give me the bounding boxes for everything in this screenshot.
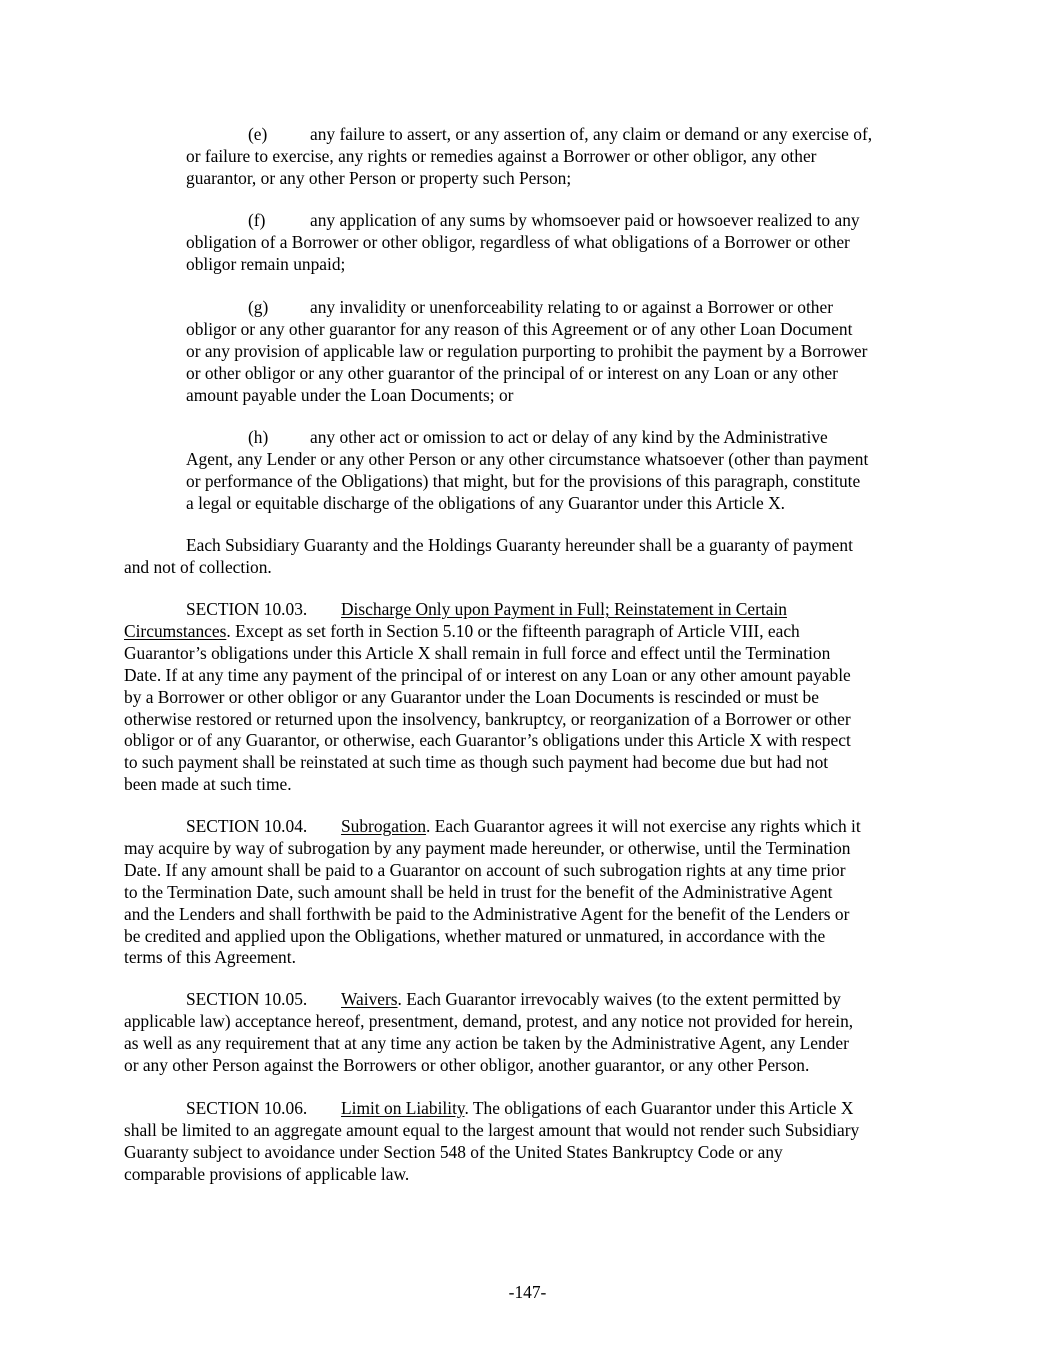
clause-e <box>186 124 872 190</box>
section-text: Date. If any amount shall be paid to a Guarantor on account of such subrogation rights at any time prior <box>124 859 846 880</box>
section-text: otherwise restored or returned upon the insolvency, bankruptcy, or reorganization of a Borrower or other <box>124 708 851 729</box>
section-title: Circumstances <box>124 620 227 641</box>
paragraph-text: and not of collection. <box>124 556 272 577</box>
clause-text: amount payable under the Loan Documents; or <box>186 384 514 405</box>
page-number: -147- <box>508 1282 547 1302</box>
clause-text: or other obligor or any other guarantor of the principal of or interest on any Loan or any other <box>186 362 838 383</box>
section-text: applicable law) acceptance hereof, presentment, demand, protest, and any notice not provided for herein, <box>124 1010 854 1031</box>
section-text: Guaranty subject to avoidance under Section 548 of the United States Bankruptcy Code or any <box>124 1141 783 1162</box>
section-text: . The obligations of each Guarantor under this Article X <box>464 1098 854 1118</box>
section-10-03 <box>124 599 851 796</box>
clause-text: Agent, any Lender or any other Person or any other circumstance whatsoever (other than payment <box>186 448 869 469</box>
section-text: terms of this Agreement. <box>124 947 296 968</box>
clause-text: obligor remain unpaid; <box>186 253 346 274</box>
section-10-04 <box>124 816 861 969</box>
section-10-05 <box>124 989 853 1077</box>
clause-g <box>186 297 867 407</box>
clause-h <box>186 427 868 515</box>
section-text: . Each Guarantor irrevocably waives (to the extent permitted by <box>397 989 841 1009</box>
section-title: Limit on Liability <box>341 1098 465 1118</box>
clause-label: (g) <box>248 297 269 317</box>
clause-text: or performance of the Obligations) that might, but for the provisions of this paragraph, constitute <box>186 470 861 491</box>
section-text: as well as any requirement that at any time any action be taken by the Administrative Agent, any Lender <box>124 1032 849 1053</box>
clause-label: (f) <box>248 210 266 230</box>
clause-text: obligor or any other guarantor for any reason of this Agreement or of any other Loan Document <box>186 318 853 339</box>
section-text: may acquire by way of subrogation by any payment made hereunder, or otherwise, until the Termination <box>124 837 851 858</box>
section-number: SECTION 10.05. <box>186 989 308 1009</box>
section-text: been made at such time. <box>124 774 292 795</box>
section-number: SECTION 10.04. <box>186 816 308 836</box>
guaranty-paragraph <box>124 535 853 579</box>
clause-text: guarantor, or any other Person or property such Person; <box>186 167 572 188</box>
section-text: to such payment shall be reinstated at such time as though such payment had become due but had not <box>124 752 829 773</box>
section-title: Waivers <box>341 989 398 1009</box>
section-text: . Except as set forth in Section 5.10 or the fifteenth paragraph of Article VIII, each <box>226 620 800 641</box>
section-number: SECTION 10.06. <box>186 1098 308 1118</box>
section-text: to the Termination Date, such amount shall be held in trust for the benefit of the Administrative Agent <box>124 881 833 902</box>
clause-text: any application of any sums by whomsoever paid or howsoever realized to any <box>310 210 860 230</box>
clause-text: any failure to assert, or any assertion of, any claim or demand or any exercise of, <box>310 124 873 144</box>
section-text: Date. If at any time any payment of the principal of or interest on any Loan or any other amount payable <box>124 664 851 685</box>
clause-f <box>186 210 860 276</box>
section-text: shall be limited to an aggregate amount equal to the largest amount that would not render such Subsidiary <box>124 1119 860 1140</box>
section-text: by a Borrower or other obligor or any Guarantor under the Loan Documents is rescinded or must be <box>124 686 819 707</box>
section-number: SECTION 10.03. <box>186 599 308 619</box>
paragraph-text: Each Subsidiary Guaranty and the Holdings Guaranty hereunder shall be a guaranty of payment <box>186 535 853 555</box>
section-text: Guarantor’s obligations under this Article X shall remain in full force and effect until the Termination <box>124 642 831 663</box>
section-title: Discharge Only upon Payment in Full; Reinstatement in Certain <box>341 599 787 619</box>
clause-text: or any provision of applicable law or regulation purporting to prohibit the payment by a Borrower <box>186 340 868 361</box>
section-text: be credited and applied upon the Obligations, whether matured or unmatured, in accordance with the <box>124 925 826 946</box>
section-text: . Each Guarantor agrees it will not exercise any rights which it <box>426 816 861 836</box>
section-title: Subrogation <box>341 816 427 836</box>
clause-text: any other act or omission to act or delay of any kind by the Administrative <box>310 427 828 447</box>
section-text: obligor or of any Guarantor, or otherwise, each Guarantor’s obligations under this Article X with respect <box>124 730 851 751</box>
clause-label: (h) <box>248 427 269 447</box>
clause-text: obligation of a Borrower or other obligor, regardless of what obligations of a Borrower or other <box>186 231 850 252</box>
clause-label: (e) <box>248 124 268 144</box>
clause-text: any invalidity or unenforceability relating to or against a Borrower or other <box>310 297 834 317</box>
clause-text: or failure to exercise, any rights or remedies against a Borrower or other obligor, any other <box>186 145 817 166</box>
clause-text: a legal or equitable discharge of the obligations of any Guarantor under this Article X. <box>186 492 785 513</box>
section-text: or any other Person against the Borrowers or other obligor, another guarantor, or any other Person. <box>124 1054 810 1075</box>
section-text: comparable provisions of applicable law. <box>124 1163 410 1184</box>
section-text: and the Lenders and shall forthwith be paid to the Administrative Agent for the benefit of the Lenders or <box>124 903 850 924</box>
section-10-06 <box>124 1098 859 1186</box>
